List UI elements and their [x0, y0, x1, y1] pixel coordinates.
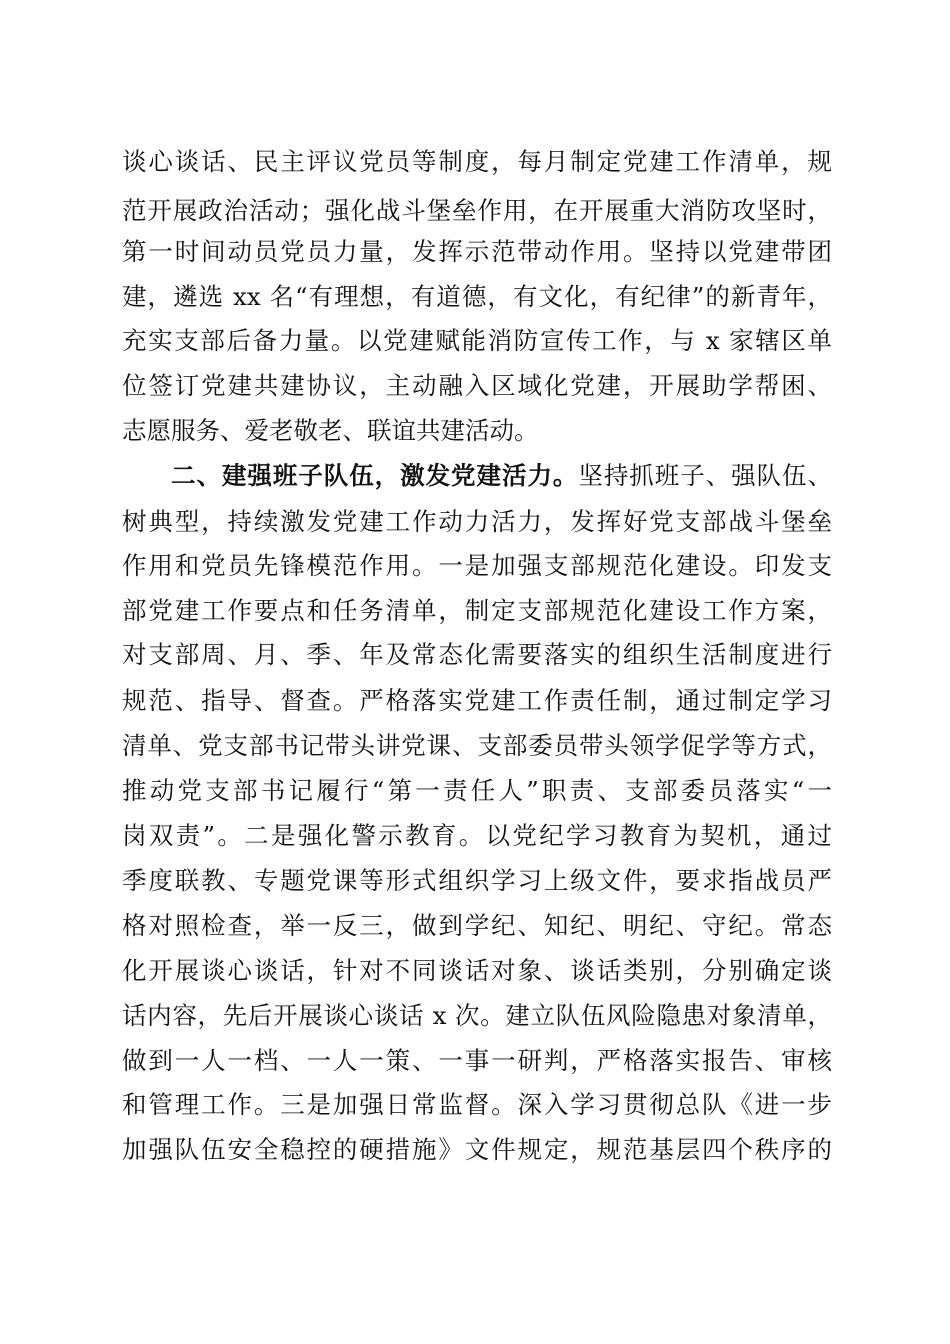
- paragraph-2-line-7: 清单、党支部书记带头讲党课、支部委员带头领学促学等方式，: [122, 731, 832, 760]
- paragraph-1-line-1: 谈心谈话、民主评议党员等制度，每月制定党建工作清单，规: [122, 147, 832, 176]
- paragraph-2-line-5: 对支部周、月、季、年及常态化需要落实的组织生活制度进行: [122, 640, 832, 669]
- paragraph-1-line-5: 充实支部后备力量。以党建赋能消防宣传工作，与 x 家辖区单: [122, 326, 832, 355]
- paragraph-2-line-15: 和管理工作。三是加强日常监督。深入学习贯彻总队《进一步: [122, 1090, 832, 1119]
- paragraph-1-line-7: 志愿服务、爱老敬老、联谊共建活动。: [122, 416, 539, 445]
- paragraph-2-line-1: [171, 461, 832, 491]
- paragraph-2-line-14: 做到一人一档、一人一策、一事一研判，严格落实报告、审核: [122, 1046, 832, 1075]
- paragraph-1-line-3: 第一时间动员党员力量，发挥示范带动作用。坚持以党建带团: [122, 237, 832, 266]
- section-heading-rest: 坚持抓班子、强队伍、: [578, 461, 832, 490]
- paragraph-2-line-12: 化开展谈心谈话，针对不同谈话对象、谈话类别，分别确定谈: [122, 956, 832, 985]
- paragraph-2-line-3: 作用和党员先锋模范作用。一是加强支部规范化建设。印发支: [122, 551, 832, 580]
- paragraph-2-line-10: 季度联教、专题党课等形式组织学习上级文件，要求指战员严: [122, 866, 832, 895]
- paragraph-2-line-8: 推动党支部书记履行“第一责任人”职责、支部委员落实“一: [122, 776, 832, 805]
- paragraph-2-line-13: 话内容，先后开展谈心谈话 x 次。建立队伍风险隐患对象清单，: [122, 1001, 832, 1030]
- paragraph-2-line-16: 加强队伍安全稳控的硬措施》文件规定，规范基层四个秩序的: [122, 1135, 832, 1164]
- paragraph-2-line-2: 树典型，持续激发党建工作动力活力，发挥好党支部战斗堡垒: [122, 507, 832, 536]
- paragraph-1-line-2: 范开展政治活动；强化战斗堡垒作用，在开展重大消防攻坚时，: [122, 196, 832, 225]
- paragraph-2-line-11: 格对照检查，举一反三，做到学纪、知纪、明纪、守纪。常态: [122, 911, 832, 940]
- paragraph-2-line-9: 岗双责”。二是强化警示教育。以党纪学习教育为契机，通过: [122, 821, 832, 850]
- paragraph-2-line-4: 部党建工作要点和任务清单，制定支部规范化建设工作方案，: [122, 596, 832, 625]
- paragraph-2-line-6: 规范、指导、督查。严格落实党建工作责任制，通过制定学习: [122, 686, 832, 715]
- section-heading: 二、建强班子队伍，激发党建活力。: [171, 461, 579, 490]
- paragraph-1-line-4: 建，遴选 xx 名“有理想，有道德，有文化，有纪律”的新青年，: [122, 282, 832, 311]
- paragraph-1-line-6: 位签订党建共建协议，主动融入区域化党建，开展助学帮困、: [122, 371, 832, 400]
